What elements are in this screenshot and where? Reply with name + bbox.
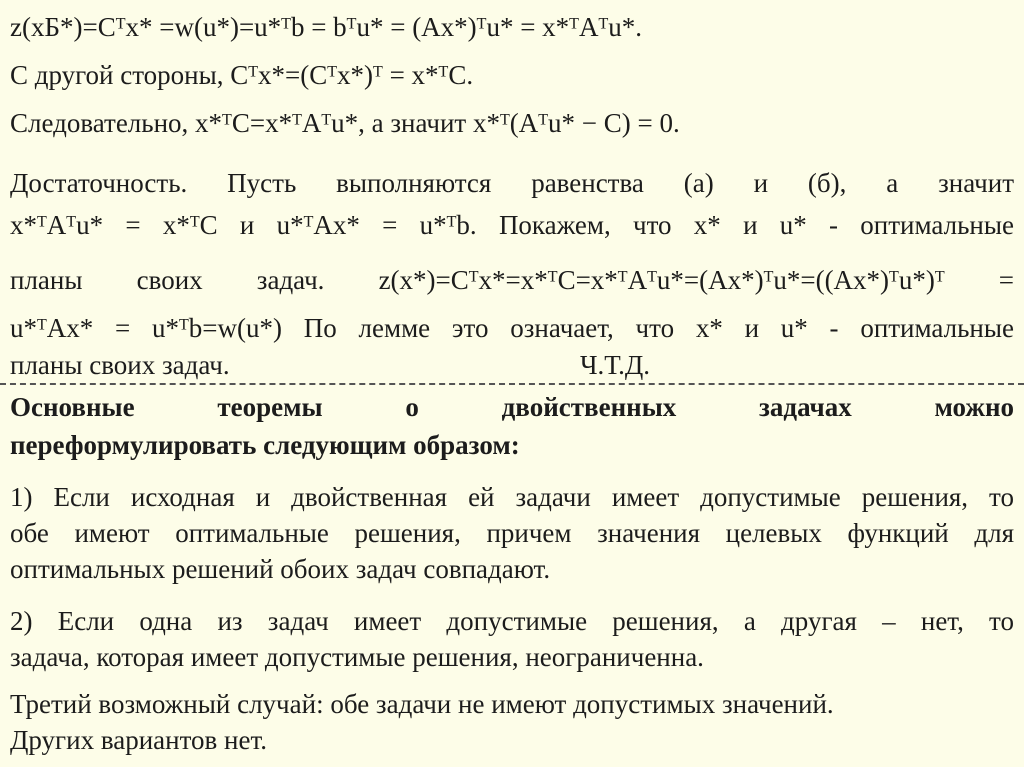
- item-1-line-1: 1) Если исходная и двойственная ей задачи имеет допустимые решения, то: [10, 482, 1014, 512]
- heading-line-2: переформулировать следующим образом:: [10, 430, 520, 460]
- sufficiency-line-4: u*ᵀAx* = u*ᵀb=w(u*) По лемме это означает, что x* и u* - оптимальные: [10, 313, 1014, 343]
- item-2-line-2: задача, которая имеет допустимые решения, неограниченна.: [10, 642, 704, 672]
- sufficiency-line-5: планы своих задач.: [10, 350, 230, 380]
- theorems-section: [0, 384, 1024, 767]
- qed-mark: Ч.Т.Д.: [580, 350, 651, 380]
- item-3-line-2: Других вариантов нет.: [10, 725, 267, 755]
- item-1-line-2: обе имеют оптимальные решения, причем значения целевых функций для: [10, 518, 1014, 548]
- sufficiency-line-3: планы своих задач. z(x*)=Cᵀx*=x*ᵀС=x*ᵀAᵀu*=(Ax*)ᵀu*=((Ax*)ᵀu*)ᵀ =: [10, 265, 1014, 295]
- sufficiency-line-2: x*ᵀAᵀu* = x*ᵀС и u*ᵀAx* = u*ᵀb. Покажем, что x* и u* - оптимальные: [10, 210, 1014, 240]
- item-2-line-1: 2) Если одна из задач имеет допустимые решения, а другая – нет, то: [10, 606, 1014, 636]
- heading-line-1: Основные теоремы о двойственных задачах можно: [10, 392, 1014, 422]
- equation-line-3: Следовательно, x*ᵀС=x*ᵀAᵀu*, а значит x*ᵀ(Aᵀu* − C) = 0.: [10, 108, 680, 138]
- item-1-line-3: оптимальных решений обоих задач совпадают.: [10, 554, 551, 584]
- item-3-line-1: Третий возможный случай: обе задачи не имеют допустимых значений.: [10, 689, 834, 719]
- equation-line-2: С другой стороны, Cᵀx*=(Cᵀx*)ᵀ = x*ᵀС.: [10, 60, 474, 90]
- sufficiency-line-1: Достаточность. Пусть выполняются равенства (а) и (б), а значит: [10, 168, 1014, 198]
- equation-line-1: z(xБ*)=Cᵀx* =w(u*)=u*ᵀb = bᵀu* = (Ax*)ᵀu* = x*ᵀAᵀu*.: [10, 12, 642, 42]
